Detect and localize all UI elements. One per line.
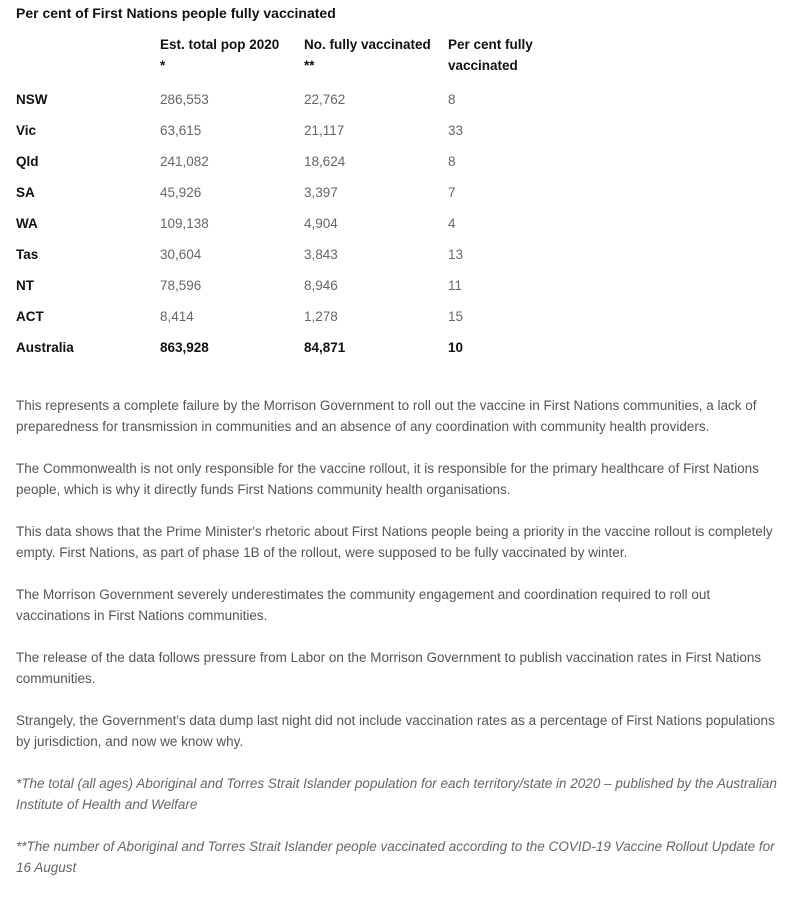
- cell-state: SA: [16, 185, 35, 200]
- cell-state: NSW: [16, 92, 48, 107]
- table-row-total: [16, 332, 568, 363]
- cell-population: 45,926: [160, 185, 202, 200]
- cell-percent: 10: [448, 340, 464, 355]
- cell-population: 286,553: [160, 92, 209, 107]
- footnote-population: *The total (all ages) Aboriginal and Torres Strait Islander population for each territory/state in 2020 – published by the Australian Institute of Health and Welfare: [16, 776, 777, 812]
- cell-vaccinated: 3,843: [304, 247, 338, 262]
- cell-population: 8,414: [160, 309, 194, 324]
- table-row: [16, 208, 568, 239]
- cell-population: 241,082: [160, 154, 209, 169]
- cell-percent: 13: [448, 247, 464, 262]
- cell-vaccinated: 22,762: [304, 92, 346, 107]
- table-row: [16, 115, 568, 146]
- cell-population: 63,615: [160, 123, 202, 138]
- cell-vaccinated: 84,871: [304, 340, 346, 355]
- paragraph: Strangely, the Government's data dump last night did not include vaccination rates as a percentage of First Nations populations by jurisdiction, and now we know why.: [16, 713, 775, 749]
- paragraph: This data shows that the Prime Minister's rhetoric about First Nations people being a priority in the vaccine rollout is completely empty. First Nations, as part of phase 1B of the rollout, were supposed to be fully vaccinated by winter.: [16, 524, 773, 560]
- paragraph: The release of the data follows pressure from Labor on the Morrison Government to publish vaccination rates in First Nations communities.: [16, 650, 762, 686]
- cell-percent: 8: [448, 154, 456, 169]
- table-header-row: [16, 34, 568, 84]
- cell-population: 30,604: [160, 247, 202, 262]
- cell-percent: 4: [448, 216, 456, 231]
- article-body: [16, 395, 786, 899]
- header-population: Est. total pop 2020 *: [160, 34, 304, 84]
- header-percent-note: vaccinated: [448, 58, 518, 73]
- paragraph: This represents a complete failure by the Morrison Government to roll out the vaccine in First Nations communities, a lack of preparedness for transmission in communities and an absence of any coordination with community health providers.: [16, 398, 757, 434]
- footnote-vaccinated: **The number of Aboriginal and Torres Strait Islander people vaccinated according to the COVID-19 Vaccine Rollout Update for 16 August: [16, 839, 775, 875]
- cell-state: ACT: [16, 309, 44, 324]
- table-row: [16, 177, 568, 208]
- table-title: Per cent of First Nations people fully vaccinated: [16, 5, 336, 21]
- cell-percent: 7: [448, 185, 456, 200]
- cell-vaccinated: 21,117: [304, 123, 345, 138]
- paragraph: The Morrison Government severely underestimates the community engagement and coordination required to roll out vaccinations in First Nations communities.: [16, 587, 711, 623]
- cell-vaccinated: 4,904: [304, 216, 338, 231]
- cell-state: Australia: [16, 340, 74, 355]
- header-vaccinated: No. fully vaccinated **: [304, 34, 448, 84]
- cell-state: WA: [16, 216, 38, 231]
- cell-vaccinated: 1,278: [304, 309, 338, 324]
- table-row: [16, 270, 568, 301]
- table-row: [16, 239, 568, 270]
- header-vaccinated-note: **: [304, 58, 315, 73]
- cell-percent: 11: [448, 278, 463, 293]
- cell-population: 863,928: [160, 340, 209, 355]
- cell-vaccinated: 3,397: [304, 185, 338, 200]
- vaccination-table: [16, 34, 568, 363]
- cell-state: Qld: [16, 154, 39, 169]
- header-population-note: *: [160, 58, 166, 73]
- header-percent: Per cent fully vaccinated: [448, 34, 568, 84]
- table-row: [16, 84, 568, 115]
- table-row: [16, 146, 568, 177]
- cell-vaccinated: 18,624: [304, 154, 346, 169]
- paragraph: The Commonwealth is not only responsible for the vaccine rollout, it is responsible for the primary healthcare of First Nations people, which is why it directly funds First Nations community health organisations.: [16, 461, 759, 497]
- cell-state: NT: [16, 278, 34, 293]
- cell-state: Vic: [16, 123, 37, 138]
- header-state: [16, 34, 160, 84]
- cell-population: 109,138: [160, 216, 209, 231]
- cell-percent: 8: [448, 92, 456, 107]
- cell-percent: 33: [448, 123, 464, 138]
- cell-vaccinated: 8,946: [304, 278, 338, 293]
- table-row: [16, 301, 568, 332]
- cell-population: 78,596: [160, 278, 202, 293]
- cell-percent: 15: [448, 309, 464, 324]
- cell-state: Tas: [16, 247, 39, 262]
